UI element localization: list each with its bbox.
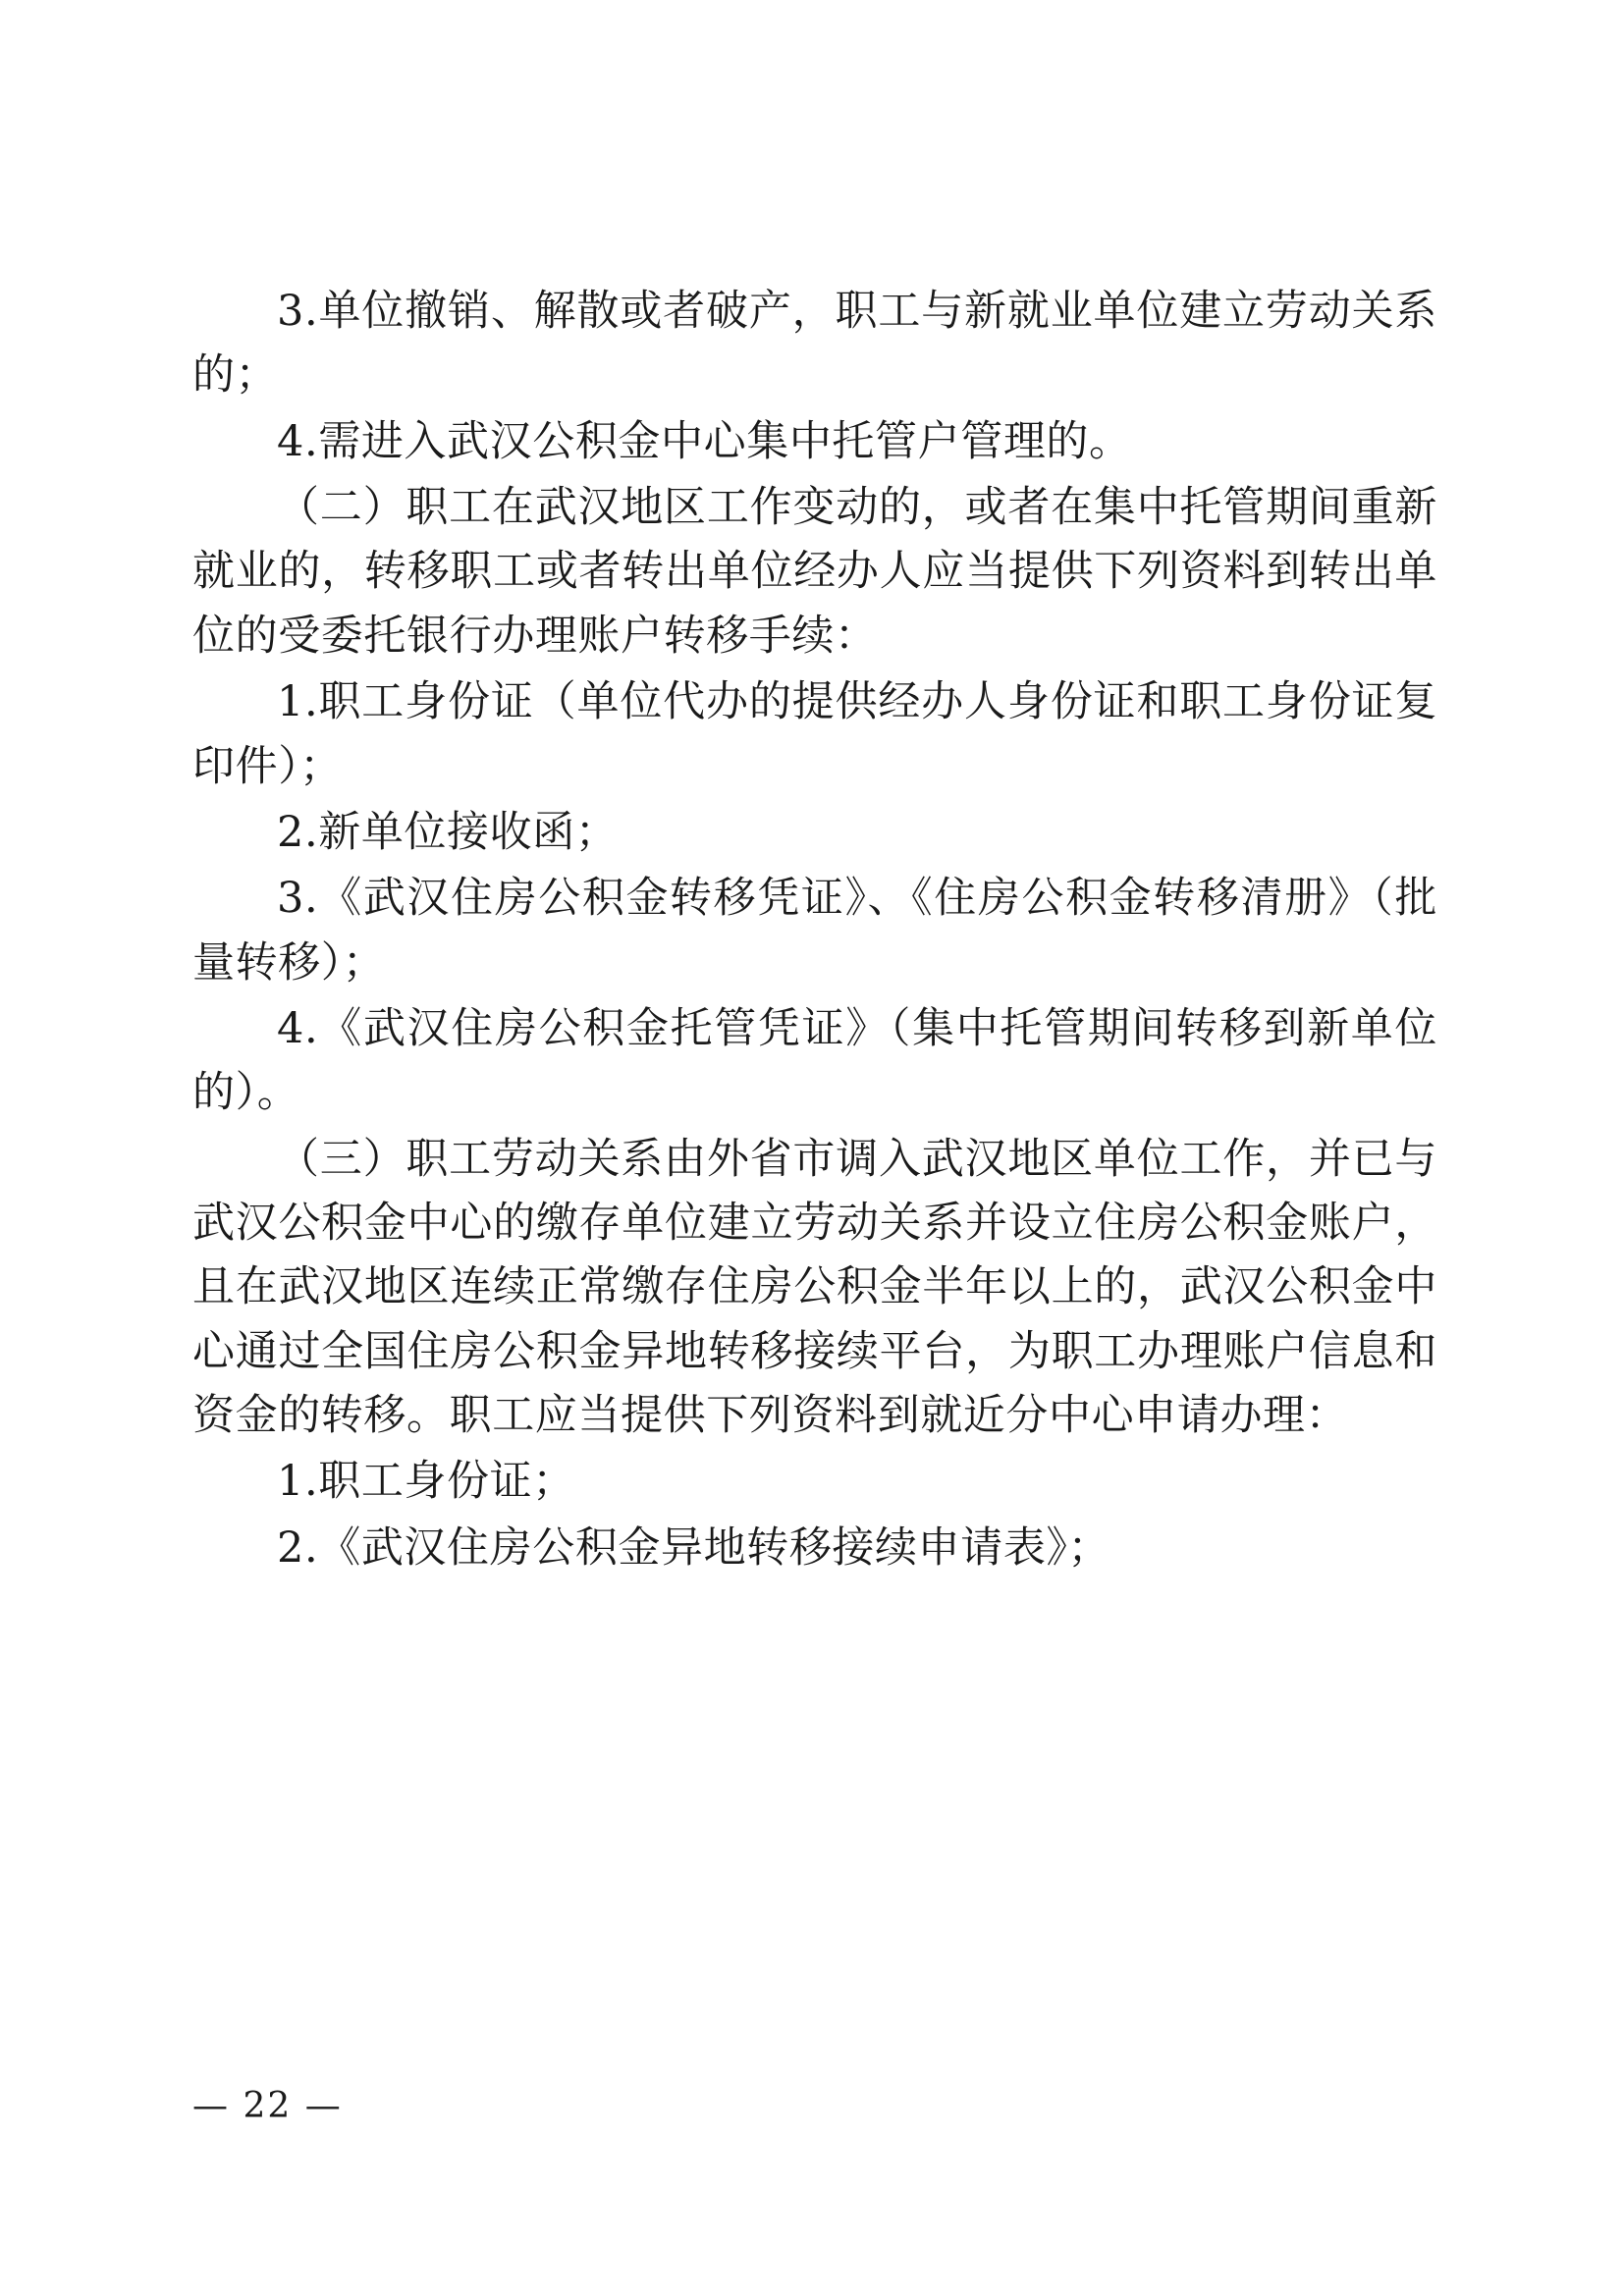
- paragraph: 4.需进入武汉公积金中心集中托管户管理的。: [277, 416, 1132, 466]
- paragraph: 3.单位撤销、解散或者破产，职工与新就业单位建立劳动关系的；: [192, 287, 1437, 400]
- paragraph: 3.《武汉住房公积金转移凭证》、《住房公积金转移清册》（批量转移）；: [192, 874, 1437, 988]
- paragraph: 4.《武汉住房公积金托管凭证》（集中托管期间转移到新单位的）。: [192, 1003, 1437, 1118]
- paragraph: 1.职工身份证（单位代办的提供经办人身份证和职工身份证复印件）；: [192, 677, 1437, 791]
- document-body: [192, 280, 1437, 1582]
- page-number: — 22 —: [192, 2086, 343, 2126]
- paragraph: 2.新单位接收函；: [277, 807, 619, 857]
- paragraph: （三）职工劳动关系由外省市调入武汉地区单位工作，并已与武汉公积金中心的缴存单位建立劳动关系并设立住房公积金账户，且在武汉地区连续正常缴存住房公积金半年以上的，武汉公积金中心通过全国住房公积金异地转移接续平台，为职工办理账户信息和资金的转移。职工应当提供下列资料到就近分中心申请办理：: [192, 1134, 1437, 1441]
- paragraph: （二）职工在武汉地区工作变动的，或者在集中托管期间重新就业的，转移职工或者转出单位经办人应当提供下列资料到转出单位的受委托银行办理账户转移手续：: [192, 483, 1437, 661]
- paragraph: 1.职工身份证；: [277, 1457, 575, 1507]
- paragraph: 2.《武汉住房公积金异地转移接续申请表》；: [277, 1522, 1111, 1573]
